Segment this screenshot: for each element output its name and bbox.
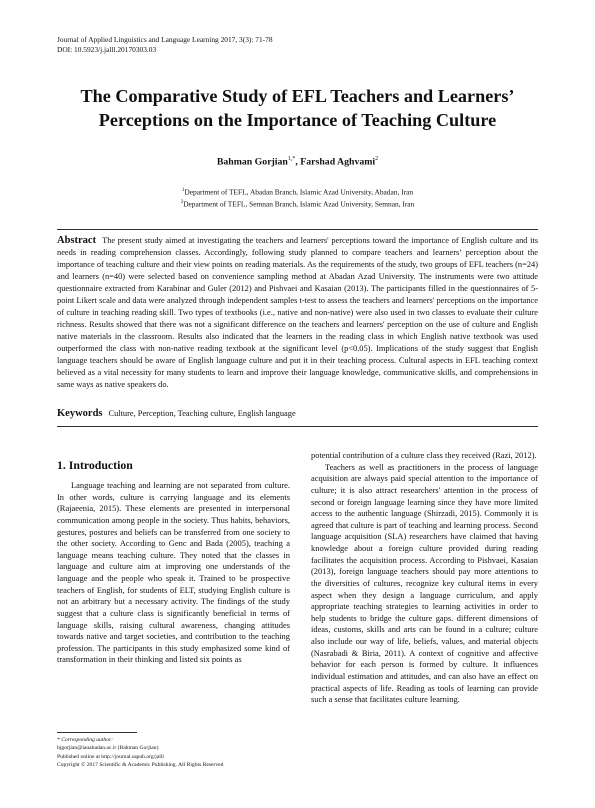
footnote-rule [57, 732, 137, 733]
journal-header [57, 35, 273, 55]
paper-title-line-2: Perceptions on the Importance of Teaching Culture [98, 110, 497, 130]
right-column [311, 450, 538, 706]
abstract-text: The present study aimed at investigating the teachers and learners' perceptions toward the importance of English culture and its needs in reading comprehension classes. Accordingly, following study planned to compare teachers and learners’ perception about the importance of teaching culture and their view points on reading materials. As the requirements of the study, two groups of EFL teachers (n=24) and learners (n=40) were selected based on convenience sampling method at Abadan Azad University. The instruments were two attitude questionnaire extracted from Karabinar and Guler (2012) and Pishvaei and Kasaian (2013). The participants filled in the questionnaires of 5-point Likert scale and data were analyzed through independent samples t-test to assess the teachers and learners' perceptions on the importance of culture in teaching reading skill. Two types of textbooks (i.e., native and non-native) were also used in two classes to evaluate their culture richness. Results showed that there was not a significant difference on the teachers and learners' perception on the use of culture and English native materials in the classroom. Results also indicated that the learners in the reading class in which English native textbook was used outperformed the class with non-native reading textbook at the significant level (p<0.05). Implications of the study suggest that English language teachers should be aware of English language culture and put it in their teaching process. Cultural aspects in EFL teaching context believed as a vital necessity for many students to learn and improve their language knowledge, communicative skills, and comprehensions in same ways as native speakers do. [57, 236, 538, 389]
keywords-text: Culture, Perception, Teaching culture, English language [108, 409, 296, 418]
body-paragraph-continuation: potential contribution of a culture class they received (Razi, 2012). [311, 450, 537, 460]
affiliation-text: Department of TEFL, Abadan Branch, Islamic Azad University, Abadan, Iran [184, 187, 414, 197]
footnote-corresponding: * Corresponding author: [57, 737, 114, 743]
affiliation-number: 1 [181, 188, 185, 193]
author-affiliation-mark: 2 [375, 156, 379, 162]
author-separator: , [295, 156, 301, 168]
author-name: Farshad Aghvami [300, 156, 376, 168]
journal-doi: DOI: 10.5923/j.jalll.20170303.03 [57, 45, 157, 54]
left-column [57, 480, 290, 666]
affiliation-text: Department of TEFL, Semnan Branch, Islamic Azad University, Semnan, Iran [183, 199, 415, 209]
abstract [57, 235, 538, 391]
paper-title [40, 84, 555, 132]
keywords-heading: Keywords [57, 408, 103, 419]
keywords [57, 408, 538, 419]
body-paragraph: Language teaching and learning are not separated from culture. In other words, culture is carrying language and its elements (Rajaeenia, 2015). These elements are presented in interpersonal communication among people in the society. Thus habits, behaviors, gestures, postures and beliefs can be transferred from one society to the other society. According to Genc and Bada (2005), teaching a language means teaching culture. They noted that the classes in language and culture aim at improving one understands of the language and the people who speak it. Trained to be prospective teachers of English, for students of ELT, studying English culture is not an arbitrary but a necessary activity. The findings of the study suggest that a culture class is significantly beneficial in terms of language skills, raising cultural awareness, changing attitudes towards native and target societies, and contribution to the teaching profession. The participants in this study emphasized some kind of transformation in their thinking and listed six points as [57, 480, 290, 665]
paper-title-line-1: The Comparative Study of EFL Teachers and Learners’ [80, 86, 515, 106]
abstract-top-rule [57, 229, 538, 230]
section-heading: 1. Introduction [57, 458, 133, 472]
author-affiliation-mark: 1,* [287, 156, 296, 162]
affiliation [40, 197, 555, 209]
keywords-bottom-rule [57, 426, 538, 427]
author-name: Bahman Gorjian [216, 156, 288, 168]
footnote-copyright: Copyright © 2017 Scientific & Academic Publishing. All Rights Reserved [57, 761, 224, 768]
body-paragraph: Teachers as well as practitioners in the process of language acquisition are always paid special attention to the importance of culture; it is also attract researchers' attention in the process of second or foreign language learning since they have more limited access to the authentic language (Shirzadi, 2015). Commonly it is agreed that culture is part of teaching and learning process. Second language acquisition (SLA) researchers have claimed that having knowledge about a foreign culture provided during reading facilitates the acquisition process. According to Pishvaei, Kasaian (2013), foreign language teachers should pay more attentions to the diversities of cultures, recognize key cultural items in every aspect when they design a language curriculum, and apply appropriate teaching strategies to learning activities in order to help students to bridge the culture gaps. different dimensions of ideas, customs, skills and arts can be found in a culture; culture also include our way of life, beliefs, values, and material objects (Nasrabadi & Biria, 2011). A context of cognitive and affective behavior for each person is formed by culture. It influences individual estimation and attitudes, and can also have an effect on practical aspects of life. Reading as tools of learning can provide such a sense that facilitates culture learning. [311, 461, 538, 705]
author-list [40, 156, 555, 167]
footnote-email: bjgorjian@iauabadan.ac.ir (Bahman Gorjian) [57, 745, 159, 752]
affiliation-list [40, 185, 555, 210]
footnote [57, 736, 297, 769]
affiliation [40, 185, 555, 197]
footnote-published: Published online at http://journal.sapub.org/jalll [57, 753, 164, 760]
affiliation-number: 2 [180, 200, 184, 206]
abstract-heading: Abstract [57, 235, 97, 246]
journal-citation: Journal of Applied Linguistics and Language Learning 2017, 3(3): 71-78 [57, 35, 273, 44]
